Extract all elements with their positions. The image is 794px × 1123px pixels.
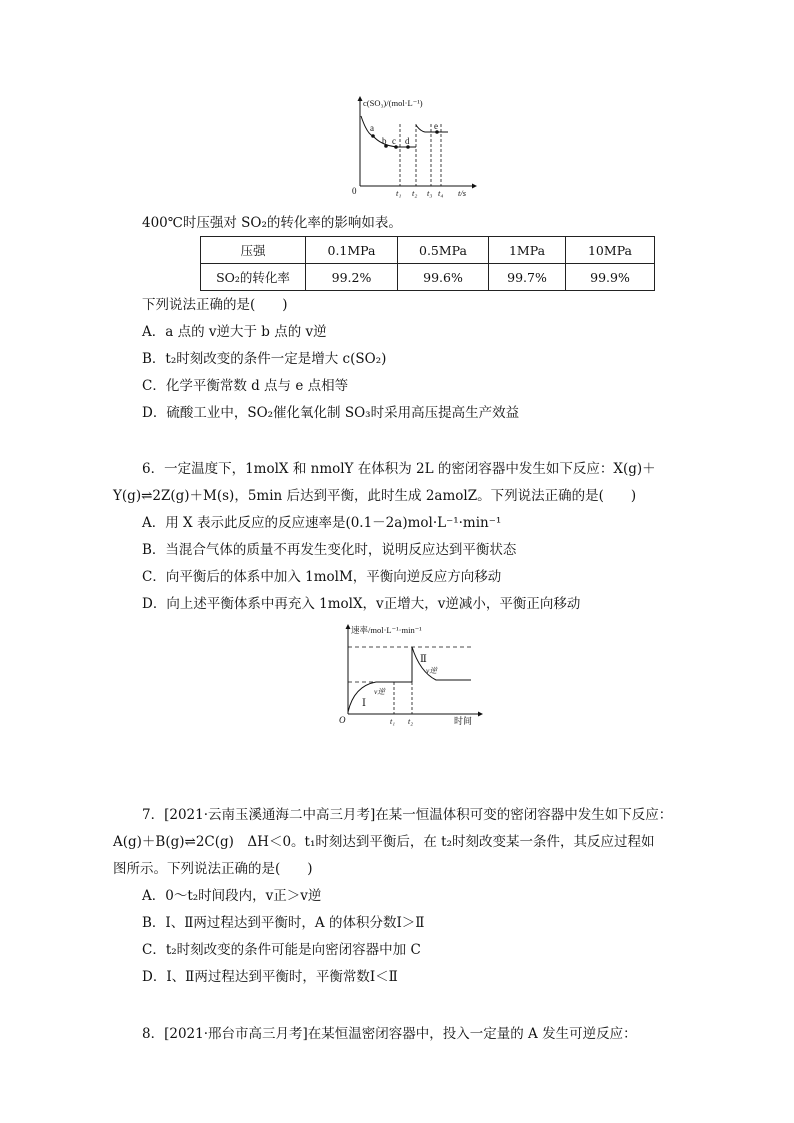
fig2-curve-label-ii: Ⅱ — [420, 654, 427, 665]
question-5-option-a: A．a 点的 v逆大于 b 点的 v逆 — [142, 324, 327, 340]
table-cell: SO₂的转化率 — [201, 264, 306, 291]
fig1-xlabel: t/s — [458, 188, 467, 198]
table-header-cell: 10MPa — [566, 237, 655, 264]
table-cell: 99.7% — [489, 264, 566, 291]
question-7-option-a: A．0～t₂时间段内，v正＞v逆 — [142, 888, 322, 904]
table-row — [201, 264, 655, 291]
table-cell: 99.6% — [398, 264, 489, 291]
question-7-line-3: 图所示。下列说法正确的是( ) — [113, 861, 313, 877]
fig2-v-reverse-label: v逆 — [426, 666, 437, 675]
table-header-cell: 1MPa — [489, 237, 566, 264]
so3-concentration-graph — [340, 94, 480, 200]
fig1-tick-t1: t₁ — [396, 188, 402, 198]
fig2-curve-label-i: Ⅰ — [362, 698, 366, 709]
fig1-tick-t3: t₃ — [427, 188, 433, 198]
question-6-option-b: B．当混合气体的质量不再发生变化时，说明反应达到平衡状态 — [142, 542, 517, 558]
question-5-option-d: D．硫酸工业中，SO₂催化氧化制 SO₃时采用高压提高生产效益 — [142, 405, 520, 421]
question-6-line-2: Y(g)⇌2Z(g)＋M(s)，5min 后达到平衡，此时生成 2amolZ。下列说法正确的是( ) — [113, 488, 637, 504]
table-header-cell: 压强 — [201, 237, 306, 264]
pressure-conversion-table — [200, 236, 655, 291]
question-7-option-d: D．Ⅰ、Ⅱ两过程达到平衡时，平衡常数Ⅰ＜Ⅱ — [142, 969, 398, 985]
question-6-option-c: C．向平衡后的体系中加入 1molM，平衡向逆反应方向移动 — [142, 569, 502, 585]
fig1-point-d: d — [405, 136, 410, 146]
table-header-cell: 0.5MPa — [398, 237, 489, 264]
question-6-option-d: D．向上述平衡体系中再充入 1molX，v正增大，v逆减小，平衡正向移动 — [142, 596, 581, 612]
fig2-xlabel: 时间 — [454, 716, 473, 726]
fig2-tick-t1: t₁ — [390, 717, 396, 726]
table-header-cell: 0.1MPa — [306, 237, 398, 264]
question-7-line-2: A(g)＋B(g)⇌2C(g) ΔH＜0。t₁时刻达到平衡后，在 t₂时刻改变某一条件，其反应过程如 — [113, 834, 655, 850]
question-5-option-c: C．化学平衡常数 d 点与 e 点相等 — [142, 378, 349, 394]
fig1-ylabel: c(SO₃)/(mol·L⁻¹) — [363, 98, 423, 108]
fig1-origin: 0 — [352, 186, 357, 196]
fig2-tick-t2: t₂ — [408, 717, 414, 726]
table-intro: 400℃时压强对 SO₂的转化率的影响如表。 — [142, 215, 402, 231]
fig1-point-b: b — [382, 136, 387, 146]
reaction-rate-graph — [336, 620, 486, 728]
fig1-point-a: a — [370, 123, 374, 133]
fig1-point-c: c — [392, 136, 396, 146]
table-cell: 99.9% — [566, 264, 655, 291]
question-8-line-1: 8．[2021·邢台市高三月考]在某恒温密闭容器中，投入一定量的 A 发生可逆反应： — [142, 1026, 637, 1042]
question-5-option-b: B．t₂时刻改变的条件一定是增大 c(SO₂) — [142, 351, 387, 367]
fig2-ylabel: 速率/mol·L⁻¹·min⁻¹ — [351, 625, 422, 635]
fig1-point-e: e — [434, 121, 438, 131]
question-7-option-c: C．t₂时刻改变的条件可能是向密闭容器中加 C — [142, 942, 421, 958]
table-cell: 99.2% — [306, 264, 398, 291]
fig1-tick-t4: t₄ — [438, 188, 444, 198]
question-7-option-b: B．Ⅰ、Ⅱ两过程达到平衡时，A 的体积分数Ⅰ＞Ⅱ — [142, 915, 425, 931]
question-6-line-1: 6．一定温度下，1molX 和 nmolY 在体积为 2L 的密闭容器中发生如下反应：X(g)＋ — [142, 461, 656, 477]
fig2-origin: O — [339, 715, 346, 725]
table-row — [201, 237, 655, 264]
fig2-v-reverse-label: v逆 — [374, 687, 385, 696]
question-5-stem: 下列说法正确的是( ) — [142, 297, 288, 313]
question-7-line-1: 7．[2021·云南玉溪通海二中高三月考]在某一恒温体积可变的密闭容器中发生如下反应： — [142, 807, 673, 823]
question-6-option-a: A．用 X 表示此反应的反应速率是(0.1－2a)mol·L⁻¹·min⁻¹ — [142, 515, 502, 531]
fig1-tick-t2: t₂ — [412, 188, 418, 198]
